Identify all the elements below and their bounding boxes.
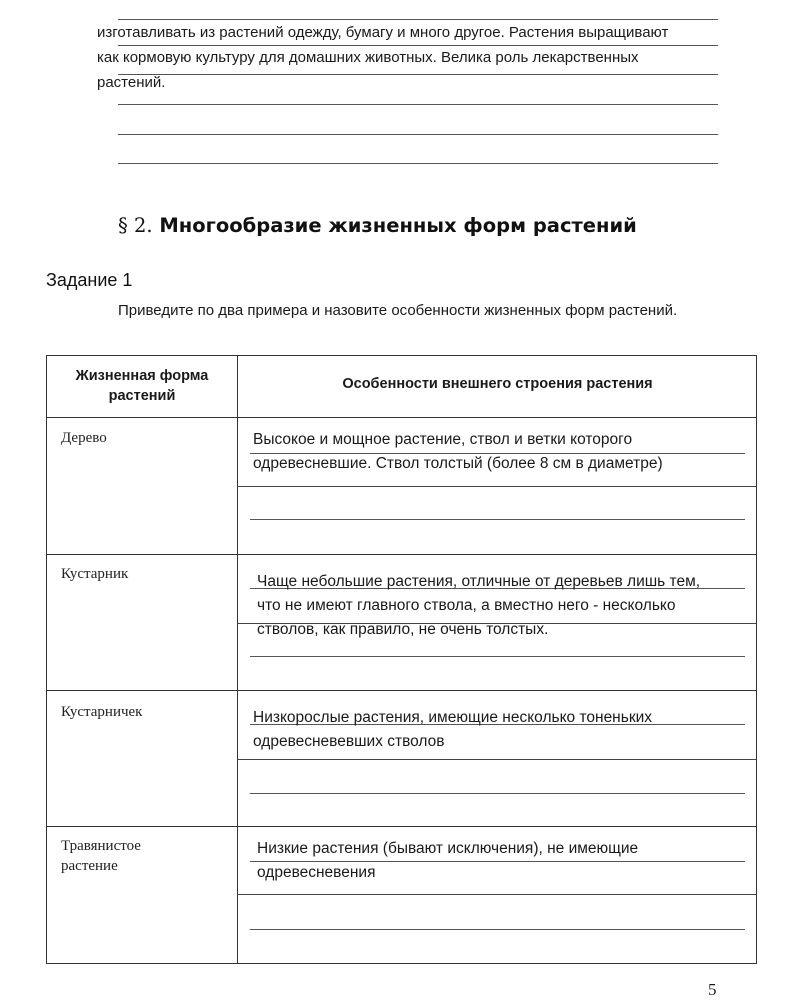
intro-line: как кормовую культуру для домашних животных. Велика роль лекарственных: [97, 49, 639, 66]
page-number: 5: [708, 980, 717, 999]
task-heading: Задание 1: [46, 270, 133, 290]
ruled-line: [250, 656, 745, 657]
table-column-divider: [237, 356, 238, 963]
cell-subdivider: [237, 759, 756, 760]
row-divider: [47, 690, 756, 691]
cell-subdivider: [237, 486, 756, 487]
ruled-line: [118, 134, 718, 135]
answer-subshrub: Низкорослые растения, имеющие несколько тоненьких одревесневевших стволов: [253, 709, 653, 750]
answer-tree: Высокое и мощное растение, ствол и ветки которого одревесневшие. Ствол толстый (более 8 см в диаметре): [253, 431, 663, 472]
header-life-form: Жизненная форма растений: [75, 368, 209, 404]
intro-line: растений.: [97, 74, 166, 91]
section-title-text: Многообразие жизненных форм растений: [159, 214, 637, 237]
ruled-line: [250, 929, 745, 930]
section-title: [118, 214, 637, 237]
life-form-tree: Дерево: [61, 430, 107, 446]
row-divider: [47, 826, 756, 827]
task-instruction: Приведите по два примера и назовите особенности жизненных форм растений.: [118, 302, 678, 319]
row-divider: [47, 554, 756, 555]
cell-subdivider: [237, 894, 756, 895]
answer-shrub: Чаще небольшие растения, отличные от деревьев лишь тем, что не имеют главного ствола, а вместно него - несколько стволов, как правило, не очень толстых.: [257, 573, 701, 638]
section-number: § 2.: [118, 214, 153, 237]
life-forms-table: [46, 355, 757, 964]
life-form-herbaceous: Травянистое растение: [61, 838, 141, 874]
answer-herbaceous: Низкие растения (бывают исключения), не имеющие одревесневения: [257, 840, 639, 881]
ruled-line: [118, 104, 718, 105]
intro-line: изготавливать из растений одежду, бумагу и много другое. Растения выращивают: [97, 24, 669, 41]
row-divider: [47, 417, 756, 418]
ruled-line: [250, 793, 745, 794]
life-form-subshrub: Кустарничек: [61, 704, 143, 720]
ruled-line: [250, 519, 745, 520]
ruled-line: [118, 163, 718, 164]
life-form-shrub: Кустарник: [61, 566, 129, 582]
intro-paragraph: [97, 20, 727, 95]
header-features: Особенности внешнего строения растения: [342, 376, 653, 392]
